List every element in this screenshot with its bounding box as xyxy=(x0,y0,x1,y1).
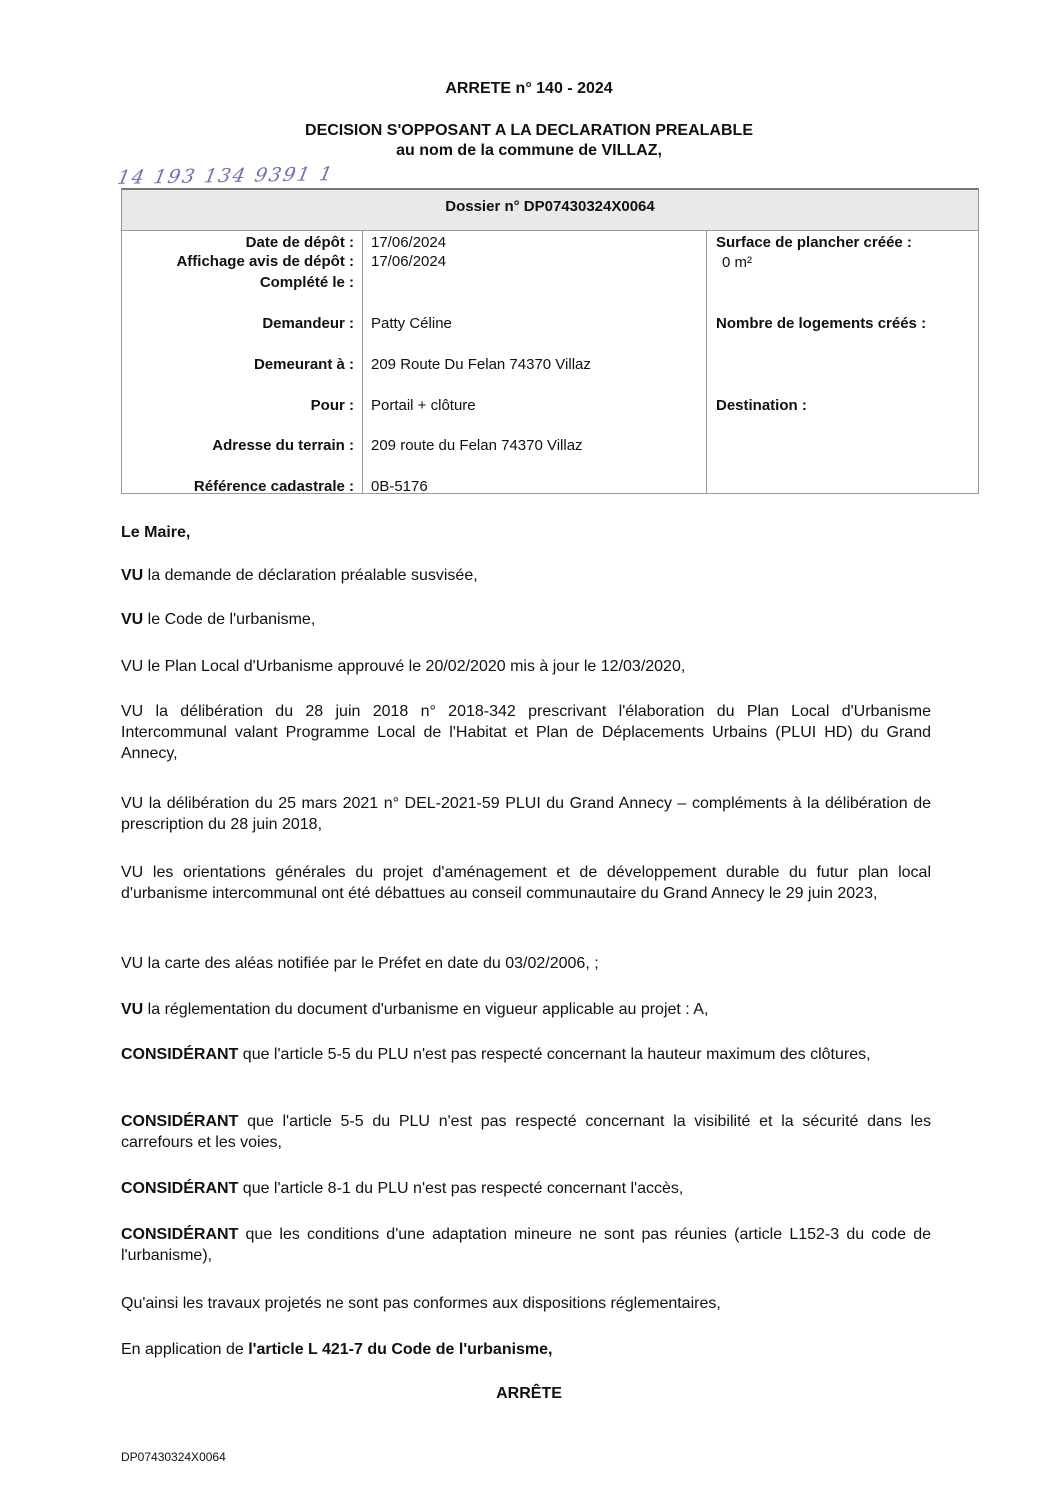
arrete-number: ARRETE n° 140 - 2024 xyxy=(445,80,613,97)
considerant-paragraph xyxy=(121,1044,931,1065)
considerant-text: que l'article 5-5 du PLU n'est pas respecté concernant la hauteur maximum des clôtures, xyxy=(238,1046,871,1063)
footer-reference: DP07430324X0064 xyxy=(121,1450,226,1464)
label-affichage: Affichage avis de dépôt : xyxy=(176,253,354,270)
value-reference-cadastrale: 0B-5176 xyxy=(371,478,428,495)
vu-text: le Code de l'urbanisme, xyxy=(143,611,316,628)
vu-text: la réglementation du document d'urbanisme en vigueur applicable au projet : A, xyxy=(143,1001,709,1018)
maire-text: Le Maire, xyxy=(121,524,191,541)
decision-title xyxy=(0,121,1058,161)
considerant-lead: CONSIDÉRANT xyxy=(121,1113,239,1130)
value-affichage: 17/06/2024 xyxy=(371,253,447,270)
application-article: l'article L 421-7 du Code de l'urbanisme, xyxy=(248,1341,553,1358)
vu-paragraph xyxy=(121,565,931,586)
value-adresse-terrain: 209 route du Felan 74370 Villaz xyxy=(371,437,583,454)
column-divider xyxy=(706,230,707,493)
considerant-text: que l'article 8-1 du PLU n'est pas respecté concernant l'accès, xyxy=(238,1180,684,1197)
vu-paragraph: VU la délibération du 28 juin 2018 n° 2018-342 prescrivant l'élaboration du Plan Local d'Urbanisme Intercommunal valant Programme Local de l'Habitat et Plan de Déplacements Urbains (PLUI HD) du Grand Annecy, xyxy=(121,703,931,762)
handwritten-reference: 14 193 134 9391 1 xyxy=(115,163,336,189)
value-demandeur: Patty Céline xyxy=(371,315,452,332)
vu-paragraph: VU le Plan Local d'Urbanisme approuvé le 20/02/2020 mis à jour le 12/03/2020, xyxy=(121,658,686,675)
vu-paragraph xyxy=(121,609,931,630)
vu-lead: VU xyxy=(121,567,144,584)
value-date-depot: 17/06/2024 xyxy=(371,234,447,251)
considerant-paragraph xyxy=(121,1224,931,1266)
decision-line-1: DECISION S'OPPOSANT A LA DECLARATION PREALABLE xyxy=(305,122,753,139)
vu-paragraph: VU la carte des aléas notifiée par le Préfet en date du 03/02/2006, ; xyxy=(121,955,599,972)
considerant-lead: CONSIDÉRANT xyxy=(121,1180,239,1197)
vu-lead: VU xyxy=(121,611,144,628)
label-pour: Pour : xyxy=(310,397,354,414)
dossier-title: Dossier n° DP07430324X0064 xyxy=(122,190,978,231)
considerant-text: que les conditions d'une adaptation mineure ne sont pas réunies (article L152-3 du code de l'urbanisme), xyxy=(121,1226,931,1264)
maire-line xyxy=(121,522,931,543)
dossier-table xyxy=(121,188,979,494)
arrete-heading: ARRÊTE xyxy=(496,1385,562,1402)
considerant-lead: CONSIDÉRANT xyxy=(121,1226,239,1243)
vu-paragraph: VU la délibération du 25 mars 2021 n° DEL-2021-59 PLUI du Grand Annecy – compléments à la délibération de prescription du 28 juin 2018, xyxy=(121,795,931,833)
value-demeurant: 209 Route Du Felan 74370 Villaz xyxy=(371,356,591,373)
vu-paragraph xyxy=(121,999,931,1020)
conclusion-paragraph: Qu'ainsi les travaux projetés ne sont pas conformes aux dispositions réglementaires, xyxy=(121,1295,721,1312)
column-divider xyxy=(362,230,363,493)
label-demandeur: Demandeur : xyxy=(262,315,354,332)
application-lead: En application de xyxy=(121,1341,249,1358)
label-adresse-terrain: Adresse du terrain : xyxy=(212,437,354,454)
considerant-paragraph xyxy=(121,1178,931,1199)
label-complete: Complété le : xyxy=(259,274,354,291)
decision-line-2: au nom de la commune de VILLAZ, xyxy=(396,142,662,159)
vu-text: la demande de déclaration préalable susvisée, xyxy=(143,567,478,584)
vu-lead: VU xyxy=(121,1001,144,1018)
label-destination: Destination : xyxy=(716,397,807,414)
label-date-depot: Date de dépôt : xyxy=(245,234,354,251)
vu-paragraph: VU les orientations générales du projet d'aménagement et de développement durable du futur plan local d'urbanisme intercommunal ont été débattues au conseil communautaire du Grand Annecy le 29 juin 2023, xyxy=(121,864,931,902)
label-surface-plancher: Surface de plancher créée : xyxy=(716,234,912,251)
value-pour: Portail + clôture xyxy=(371,397,476,414)
application-paragraph xyxy=(121,1339,931,1360)
considerant-text: que l'article 5-5 du PLU n'est pas respecté concernant la visibilité et la sécurité dans les carrefours et les voies, xyxy=(121,1113,931,1151)
label-reference-cadastrale: Référence cadastrale : xyxy=(193,478,354,495)
label-demeurant: Demeurant à : xyxy=(253,356,354,373)
value-surface-plancher: 0 m² xyxy=(722,254,752,271)
considerant-lead: CONSIDÉRANT xyxy=(121,1046,239,1063)
considerant-paragraph xyxy=(121,1111,931,1153)
label-nombre-logements: Nombre de logements créés : xyxy=(716,315,927,332)
